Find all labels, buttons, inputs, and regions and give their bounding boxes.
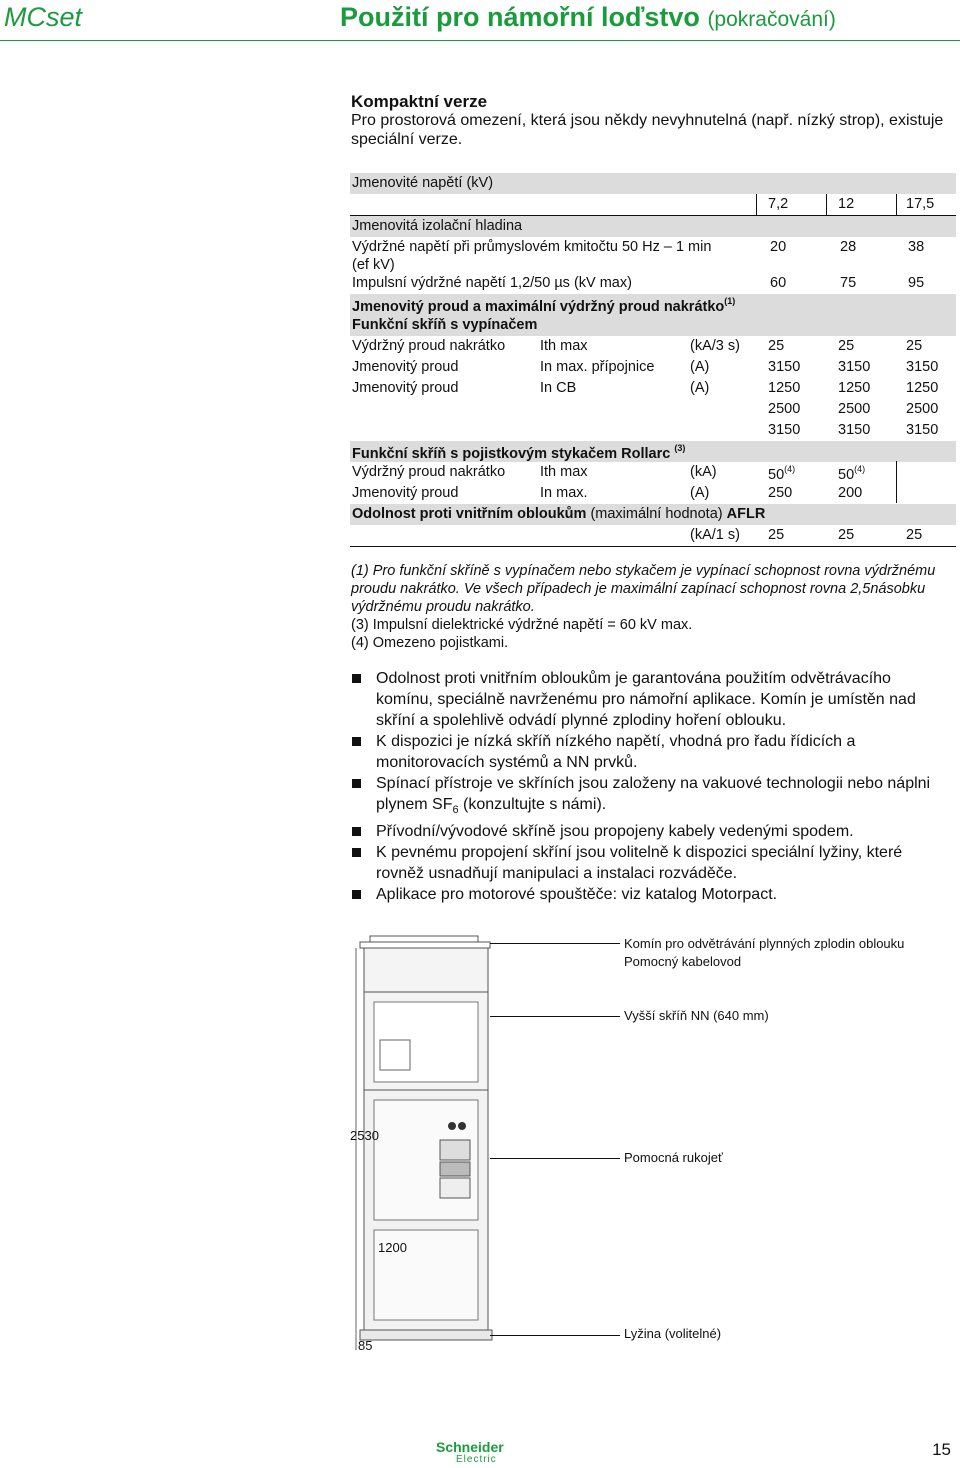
withstand-pf-label: Výdržné napětí při průmyslovém kmitočtu 50 Hz – 1 min [352,239,712,255]
row-symbol: Ith max [540,338,588,354]
row-label: Výdržný proud nakrátko [352,338,506,354]
row-symbol: Ith max [540,464,588,480]
table-row [350,378,956,399]
footnote: (1) Pro funkční skříně s vypínačem nebo stykačem je vypínací schopnost rovna výdržnému proudu nakrátko. Ve všech případech je maximální zapínací schopnost rovna 2,5násobku výdržnému proudu nakrátko. [351,563,936,615]
list-item: Aplikace pro motorové spouštěče: viz katalog Motorpact. [351,884,931,905]
intro-heading: Kompaktní verze [351,92,488,111]
row-label: Jmenovitý proud [352,359,459,375]
leader-line [490,943,620,944]
value-cell: 28 [840,239,857,255]
value-cell: 3150 [838,359,871,375]
header-divider [0,40,960,41]
column-divider [896,194,897,215]
row-unit: (A) [690,380,710,396]
list-item: K dispozici je nízká skříň nízkého napětí, vhodná pro řadu řídicích a monitorovacích systémů a NN prvků. [351,731,931,773]
dimension-label: 85 [358,1338,373,1353]
logo-text: Schneider [436,1439,504,1455]
value-cell: 2500 [906,401,939,417]
drawing-label: Pomocná rukojeť [624,1150,723,1165]
intro [351,92,951,149]
table-row [350,441,956,462]
drawing-label: Lyžina (volitelné) [624,1326,722,1341]
brand-name: MCset [4,2,83,32]
row-label: Výdržný proud nakrátko [352,464,506,480]
brand-box [0,0,301,40]
value-cell: 60 [770,275,787,291]
logo-subtext: Electric [456,1454,497,1465]
table-row [350,357,956,378]
arc-label: Odolnost proti vnitřním obloukům (maximální hodnota) AFLR [352,506,766,522]
schneider-logo [436,1440,518,1468]
spec-table [350,173,956,547]
column-divider [896,461,897,503]
rated-current-label: Jmenovitý proud a maximální výdržný proud nakrátko$^{(1)}$ [352,296,736,315]
value-cell: 25 [906,527,923,543]
value-cell: 50$^{(4)}$ [768,464,796,483]
value-cell: 25 [838,338,855,354]
value-cell: 1250 [906,380,939,396]
value-cell: 2500 [768,401,801,417]
leader-line [490,1158,620,1159]
cb-section-label: Funkční skříň s vypínačem [352,317,538,333]
table-row [350,315,956,336]
drawing-label: Komín pro odvětrávání plynných zplodin oblouku [624,936,905,951]
table-row [350,420,956,441]
drawing-label: Vyšší skříň NN (640 mm) [624,1008,769,1023]
row-unit: (kA/3 s) [690,338,740,354]
page-title: Použití pro námořní loďstvo (pokračování) [340,2,836,32]
row-unit: (kA) [690,464,717,480]
leader-line [490,1335,620,1336]
list-item: Odolnost proti vnitřním obloukům je garantována použitím odvětrávacího komínu, speciálně navrženému pro námořní aplikace. Komín je umístěn nad skříní a spolehlivě odvádí plynné zplodiny hoření oblouku. [351,668,931,731]
value-cell: 3150 [768,422,801,438]
value-cell: 200 [838,485,863,501]
table-row [350,216,956,237]
intro-text: Pro prostorová omezení, která jsou někdy nevyhnutelná (např. nízký strop), existuje speciální verze. [351,112,944,148]
rated-voltage-label: Jmenovité napětí (kV) [352,175,494,191]
table-row [350,194,956,216]
list-item: Spínací přístroje ve skříních jsou založeny na vakuové technologii nebo náplni plynem $SF_6$ (konzultujte s námi). [351,773,931,821]
row-label: Jmenovitý proud [352,485,459,501]
footnote: (3) Impulsní dielektrické výdržné napětí = 60 kV max. [351,617,693,633]
voltage-cell: 12 [838,196,855,212]
value-cell: 2500 [838,401,871,417]
cabinet-illustration [340,930,640,1360]
switchgear-drawing [340,930,640,1360]
voltage-cell: 7,2 [768,196,789,212]
value-cell: 20 [770,239,787,255]
value-cell: 50$^{(4)}$ [838,464,866,483]
row-unit: (A) [690,359,710,375]
value-cell: 3150 [906,359,939,375]
value-cell: 75 [840,275,857,291]
value-cell: 25 [906,338,923,354]
row-unit: (kA/1 s) [690,527,740,543]
table-row [350,525,956,547]
table-row [350,399,956,420]
value-cell: 25 [768,527,785,543]
table-row [350,237,956,273]
row-symbol: In CB [540,380,577,396]
voltage-cell: 17,5 [906,196,935,212]
title-bar [302,0,960,40]
table-row [350,462,956,483]
insulation-label: Jmenovitá izolační hladina [352,218,523,234]
value-cell: 25 [768,338,785,354]
leader-line [490,1016,620,1017]
withstand-pf-unit: (ef kV) [352,257,395,273]
row-symbol: In max. [540,485,588,501]
fuse-section-label: Funkční skříň s pojistkovým stykačem Rollarc $^{(3)}$ [352,443,686,462]
list-item: K pevnému propojení skříní jsou volitelně k dispozici speciální lyžiny, které rovněž usnadňují manipulaci a instalaci rozváděče. [351,842,931,884]
value-cell: 3150 [906,422,939,438]
row-label: Jmenovitý proud [352,380,459,396]
value-cell: 3150 [768,359,801,375]
value-cell: 1250 [768,380,801,396]
list-item: Přívodní/vývodové skříně jsou propojeny kabely vedenými spodem. [351,821,931,842]
table-row [350,173,956,194]
table-row [350,273,956,294]
table-row [350,504,956,525]
dimension-label: 1200 [378,1240,407,1255]
value-cell: 38 [908,239,925,255]
drawing-label: Pomocný kabelovod [624,954,742,969]
column-divider [826,194,827,215]
footnotes [351,562,951,652]
value-cell: 95 [908,275,925,291]
value-cell: 25 [838,527,855,543]
feature-list [351,668,931,905]
value-cell: 250 [768,485,793,501]
value-cell: 3150 [838,422,871,438]
value-cell: 1250 [838,380,871,396]
page-title-suffix: (pokračování) [707,8,836,31]
table-row [350,336,956,357]
dimension-label: 2530 [350,1128,379,1143]
footnote: (4) Omezeno pojistkami. [351,635,509,651]
page-number: 15 [932,1440,951,1459]
row-unit: (A) [690,485,710,501]
table-row [350,483,956,504]
column-divider [756,194,757,215]
row-symbol: In max. přípojnice [540,359,655,375]
table-row [350,294,956,315]
impulse-label: Impulsní výdržné napětí 1,2/50 µs (kV max) [352,275,632,291]
